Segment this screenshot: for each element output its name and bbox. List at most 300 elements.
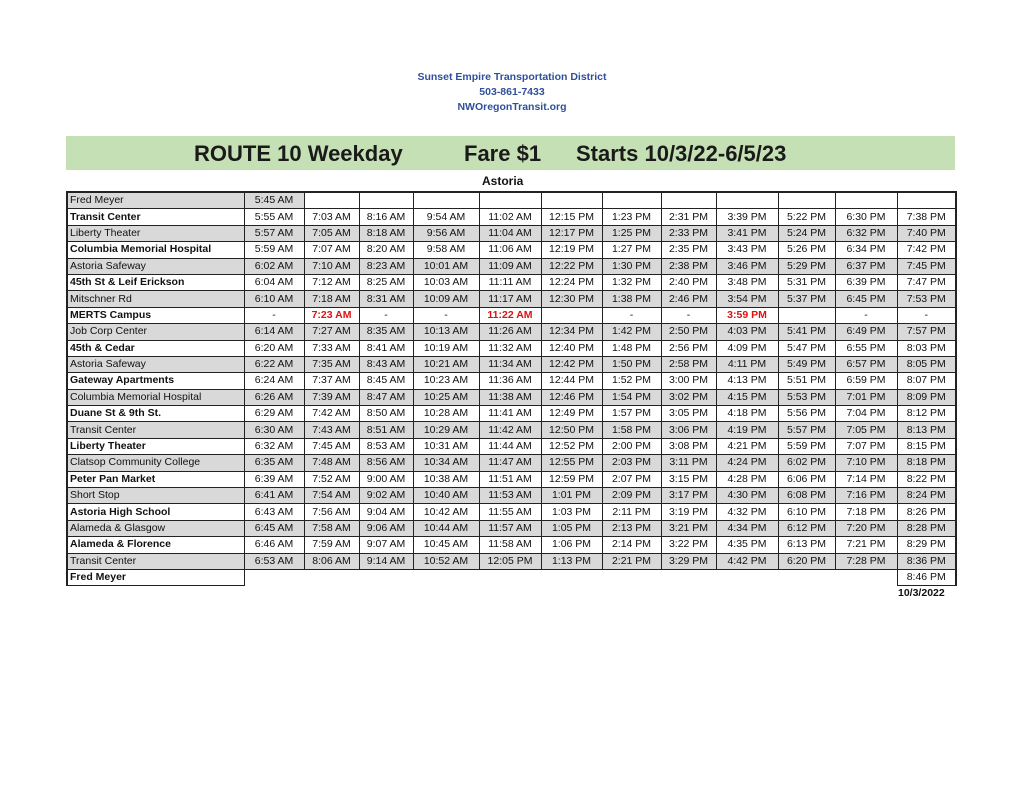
time-cell: 4:03 PM	[716, 324, 778, 340]
time-cell: 4:11 PM	[716, 356, 778, 372]
time-cell: 8:12 PM	[897, 406, 956, 422]
time-cell: 3:06 PM	[661, 422, 716, 438]
time-cell: 10:21 AM	[413, 356, 479, 372]
time-cell: 11:38 AM	[479, 389, 541, 405]
schedule-row	[67, 225, 956, 241]
time-cell: 6:04 AM	[244, 274, 304, 290]
time-cell: 6:29 AM	[244, 406, 304, 422]
time-cell: 7:07 AM	[304, 242, 359, 258]
time-cell: 1:50 PM	[602, 356, 661, 372]
schedule-row	[67, 520, 956, 536]
time-cell: 7:45 AM	[304, 438, 359, 454]
time-cell: 8:07 PM	[897, 373, 956, 389]
time-cell	[778, 307, 835, 323]
time-cell	[661, 192, 716, 209]
schedule-row	[67, 356, 956, 372]
time-cell: 3:48 PM	[716, 274, 778, 290]
time-cell	[479, 569, 541, 585]
schedule-row	[67, 340, 956, 356]
time-cell: 5:57 PM	[778, 422, 835, 438]
schedule-row	[67, 422, 956, 438]
stop-name: Astoria Safeway	[67, 258, 244, 274]
time-cell	[716, 569, 778, 585]
time-cell: 7:28 PM	[835, 553, 897, 569]
time-cell: 5:49 PM	[778, 356, 835, 372]
stop-name: Transit Center	[67, 553, 244, 569]
time-cell: 6:37 PM	[835, 258, 897, 274]
stop-name: Transit Center	[67, 422, 244, 438]
time-cell: 2:11 PM	[602, 504, 661, 520]
stop-name: Astoria Safeway	[67, 356, 244, 372]
time-cell: 1:27 PM	[602, 242, 661, 258]
time-cell: 6:10 PM	[778, 504, 835, 520]
time-cell: 9:02 AM	[359, 488, 413, 504]
time-cell: 11:04 AM	[479, 225, 541, 241]
time-cell: 5:53 PM	[778, 389, 835, 405]
time-cell: 2:56 PM	[661, 340, 716, 356]
time-cell: 12:15 PM	[541, 209, 602, 225]
time-cell: 6:39 AM	[244, 471, 304, 487]
time-cell: 8:06 AM	[304, 553, 359, 569]
time-cell: 3:39 PM	[716, 209, 778, 225]
time-cell: 11:26 AM	[479, 324, 541, 340]
schedule-row	[67, 553, 956, 569]
time-cell	[541, 569, 602, 585]
time-cell: 7:04 PM	[835, 406, 897, 422]
schedule-row	[67, 488, 956, 504]
time-cell: 6:45 AM	[244, 520, 304, 536]
time-cell: 1:42 PM	[602, 324, 661, 340]
time-cell: 7:54 AM	[304, 488, 359, 504]
time-cell: 7:23 AM	[304, 307, 359, 323]
stop-name: Alameda & Glasgow	[67, 520, 244, 536]
time-cell	[541, 192, 602, 209]
stop-name: Columbia Memorial Hospital	[67, 389, 244, 405]
time-cell	[716, 192, 778, 209]
stop-name: Job Corp Center	[67, 324, 244, 340]
time-cell: 7:27 AM	[304, 324, 359, 340]
schedule-row	[67, 455, 956, 471]
time-cell: 1:48 PM	[602, 340, 661, 356]
stop-name: Liberty Theater	[67, 225, 244, 241]
time-cell: 3:02 PM	[661, 389, 716, 405]
time-cell	[778, 569, 835, 585]
time-cell: 10:44 AM	[413, 520, 479, 536]
time-cell: 4:32 PM	[716, 504, 778, 520]
time-cell: 5:59 AM	[244, 242, 304, 258]
time-cell: 12:19 PM	[541, 242, 602, 258]
time-cell: 7:42 PM	[897, 242, 956, 258]
time-cell: 8:46 PM	[897, 569, 956, 585]
time-cell: 8:22 PM	[897, 471, 956, 487]
time-cell: 7:10 AM	[304, 258, 359, 274]
time-cell: 11:47 AM	[479, 455, 541, 471]
time-cell: 9:04 AM	[359, 504, 413, 520]
time-cell: 11:09 AM	[479, 258, 541, 274]
time-cell: -	[897, 307, 956, 323]
time-cell: 4:34 PM	[716, 520, 778, 536]
time-cell: 6:02 PM	[778, 455, 835, 471]
time-cell: -	[359, 307, 413, 323]
time-cell: 2:38 PM	[661, 258, 716, 274]
schedule-table	[66, 191, 957, 586]
schedule-row	[67, 324, 956, 340]
time-cell: 1:52 PM	[602, 373, 661, 389]
time-cell: 7:40 PM	[897, 225, 956, 241]
stop-name: Fred Meyer	[67, 192, 244, 209]
time-cell	[897, 192, 956, 209]
time-cell: 4:15 PM	[716, 389, 778, 405]
time-cell: 12:52 PM	[541, 438, 602, 454]
time-cell: 6:45 PM	[835, 291, 897, 307]
time-cell	[661, 569, 716, 585]
time-cell: 8:36 PM	[897, 553, 956, 569]
time-cell: 12:59 PM	[541, 471, 602, 487]
time-cell: 3:19 PM	[661, 504, 716, 520]
time-cell: 7:20 PM	[835, 520, 897, 536]
time-cell: 1:06 PM	[541, 537, 602, 553]
time-cell: 2:35 PM	[661, 242, 716, 258]
time-cell: 12:55 PM	[541, 455, 602, 471]
time-cell: 7:59 AM	[304, 537, 359, 553]
time-cell: 3:43 PM	[716, 242, 778, 258]
time-cell: 5:51 PM	[778, 373, 835, 389]
time-cell: 6:30 AM	[244, 422, 304, 438]
stop-name: Alameda & Florence	[67, 537, 244, 553]
time-cell: 12:49 PM	[541, 406, 602, 422]
time-cell: 9:14 AM	[359, 553, 413, 569]
time-cell: 8:20 AM	[359, 242, 413, 258]
time-cell: 10:13 AM	[413, 324, 479, 340]
time-cell: 2:58 PM	[661, 356, 716, 372]
time-cell: 10:25 AM	[413, 389, 479, 405]
time-cell: 9:06 AM	[359, 520, 413, 536]
time-cell: 5:24 PM	[778, 225, 835, 241]
time-cell: 6:13 PM	[778, 537, 835, 553]
time-cell: 9:07 AM	[359, 537, 413, 553]
time-cell	[413, 569, 479, 585]
time-cell: 8:56 AM	[359, 455, 413, 471]
time-cell: 7:48 AM	[304, 455, 359, 471]
stop-name: Columbia Memorial Hospital	[67, 242, 244, 258]
time-cell: 4:35 PM	[716, 537, 778, 553]
time-cell: 12:34 PM	[541, 324, 602, 340]
fare-label: Fare $1	[464, 141, 542, 166]
time-cell: 3:17 PM	[661, 488, 716, 504]
time-cell: 1:38 PM	[602, 291, 661, 307]
time-cell: 12:46 PM	[541, 389, 602, 405]
time-cell: 7:12 AM	[304, 274, 359, 290]
time-cell: 6:06 PM	[778, 471, 835, 487]
time-cell: 8:24 PM	[897, 488, 956, 504]
time-cell: 2:31 PM	[661, 209, 716, 225]
time-cell: 5:31 PM	[778, 274, 835, 290]
time-cell: 11:58 AM	[479, 537, 541, 553]
time-cell: 8:50 AM	[359, 406, 413, 422]
time-cell: 10:40 AM	[413, 488, 479, 504]
time-cell: 7:33 AM	[304, 340, 359, 356]
stop-name: Astoria High School	[67, 504, 244, 520]
time-cell: 1:32 PM	[602, 274, 661, 290]
time-cell: -	[413, 307, 479, 323]
time-cell: 7:37 AM	[304, 373, 359, 389]
time-cell: 12:42 PM	[541, 356, 602, 372]
time-cell: 8:13 PM	[897, 422, 956, 438]
time-cell: 6:39 PM	[835, 274, 897, 290]
time-cell: 7:10 PM	[835, 455, 897, 471]
time-cell	[778, 192, 835, 209]
time-cell: 6:59 PM	[835, 373, 897, 389]
time-cell: 2:09 PM	[602, 488, 661, 504]
time-cell: 3:29 PM	[661, 553, 716, 569]
time-cell: 5:45 AM	[244, 192, 304, 209]
time-cell: 11:53 AM	[479, 488, 541, 504]
time-cell	[602, 192, 661, 209]
time-cell: 7:03 AM	[304, 209, 359, 225]
time-cell: 8:18 AM	[359, 225, 413, 241]
time-cell	[835, 569, 897, 585]
time-cell: 1:01 PM	[541, 488, 602, 504]
agency-website: NWOregonTransit.org	[457, 101, 567, 113]
time-cell: 6:14 AM	[244, 324, 304, 340]
time-cell	[359, 192, 413, 209]
time-cell: 8:28 PM	[897, 520, 956, 536]
time-cell: 5:55 AM	[244, 209, 304, 225]
time-cell: 2:40 PM	[661, 274, 716, 290]
time-cell: 11:44 AM	[479, 438, 541, 454]
time-cell: 8:45 AM	[359, 373, 413, 389]
time-cell: 6:57 PM	[835, 356, 897, 372]
time-cell: 11:34 AM	[479, 356, 541, 372]
time-cell: 7:05 AM	[304, 225, 359, 241]
schedule-row	[67, 258, 956, 274]
time-cell: 9:56 AM	[413, 225, 479, 241]
time-cell: 10:29 AM	[413, 422, 479, 438]
time-cell: 11:42 AM	[479, 422, 541, 438]
schedule-row	[67, 471, 956, 487]
stop-name: MERTS Campus	[67, 307, 244, 323]
time-cell: 12:22 PM	[541, 258, 602, 274]
time-cell: 12:17 PM	[541, 225, 602, 241]
revision-date: 10/3/2022	[898, 587, 945, 599]
time-cell: 7:47 PM	[897, 274, 956, 290]
time-cell: 5:59 PM	[778, 438, 835, 454]
time-cell: 1:30 PM	[602, 258, 661, 274]
time-cell: 7:14 PM	[835, 471, 897, 487]
time-cell: 8:05 PM	[897, 356, 956, 372]
time-cell: 7:01 PM	[835, 389, 897, 405]
time-cell: 7:53 PM	[897, 291, 956, 307]
time-cell: 8:47 AM	[359, 389, 413, 405]
time-cell: 9:58 AM	[413, 242, 479, 258]
time-cell	[835, 192, 897, 209]
schedule-row	[67, 307, 956, 323]
time-cell: 7:16 PM	[835, 488, 897, 504]
time-cell: 8:09 PM	[897, 389, 956, 405]
time-cell: 7:18 PM	[835, 504, 897, 520]
time-cell: 5:57 AM	[244, 225, 304, 241]
time-cell: 8:31 AM	[359, 291, 413, 307]
time-cell: 6:35 AM	[244, 455, 304, 471]
time-cell: 7:05 PM	[835, 422, 897, 438]
time-cell: 8:29 PM	[897, 537, 956, 553]
time-cell: 10:09 AM	[413, 291, 479, 307]
time-cell: 11:32 AM	[479, 340, 541, 356]
time-cell: 6:20 AM	[244, 340, 304, 356]
time-cell: 6:24 AM	[244, 373, 304, 389]
time-cell: 10:01 AM	[413, 258, 479, 274]
time-cell: 6:34 PM	[835, 242, 897, 258]
time-cell	[359, 569, 413, 585]
time-cell: 6:12 PM	[778, 520, 835, 536]
time-cell: 8:25 AM	[359, 274, 413, 290]
time-cell: 1:57 PM	[602, 406, 661, 422]
time-cell: 10:42 AM	[413, 504, 479, 520]
time-cell: 6:41 AM	[244, 488, 304, 504]
agency-name: Sunset Empire Transportation District	[417, 71, 607, 83]
time-cell: 1:25 PM	[602, 225, 661, 241]
time-cell: 2:14 PM	[602, 537, 661, 553]
schedule-row	[67, 242, 956, 258]
time-cell	[413, 192, 479, 209]
stop-name: Gateway Apartments	[67, 373, 244, 389]
time-cell: 10:31 AM	[413, 438, 479, 454]
time-cell: 12:24 PM	[541, 274, 602, 290]
time-cell: 1:05 PM	[541, 520, 602, 536]
stop-name: Transit Center	[67, 209, 244, 225]
time-cell: 12:40 PM	[541, 340, 602, 356]
stop-name: Fred Meyer	[67, 569, 244, 585]
time-cell: -	[661, 307, 716, 323]
schedule-row	[67, 389, 956, 405]
schedule-row	[67, 406, 956, 422]
time-cell: 1:58 PM	[602, 422, 661, 438]
agency-phone: 503-861-7433	[479, 86, 545, 98]
time-cell: 11:55 AM	[479, 504, 541, 520]
time-cell: 12:50 PM	[541, 422, 602, 438]
time-cell: 5:37 PM	[778, 291, 835, 307]
time-cell: 6:49 PM	[835, 324, 897, 340]
stop-name: Mitschner Rd	[67, 291, 244, 307]
time-cell: 11:02 AM	[479, 209, 541, 225]
time-cell: 3:54 PM	[716, 291, 778, 307]
time-cell: 7:52 AM	[304, 471, 359, 487]
time-cell: 11:06 AM	[479, 242, 541, 258]
time-cell: 3:21 PM	[661, 520, 716, 536]
time-cell: 10:34 AM	[413, 455, 479, 471]
time-cell: 12:05 PM	[479, 553, 541, 569]
time-cell: 5:47 PM	[778, 340, 835, 356]
time-cell: 12:30 PM	[541, 291, 602, 307]
stop-name: Duane St & 9th St.	[67, 406, 244, 422]
time-cell: 10:45 AM	[413, 537, 479, 553]
time-cell: 6:55 PM	[835, 340, 897, 356]
time-cell: 4:19 PM	[716, 422, 778, 438]
time-cell: 10:23 AM	[413, 373, 479, 389]
time-cell: 8:16 AM	[359, 209, 413, 225]
time-cell: 4:13 PM	[716, 373, 778, 389]
schedule-row	[67, 291, 956, 307]
stop-name: Liberty Theater	[67, 438, 244, 454]
time-cell: 4:42 PM	[716, 553, 778, 569]
time-cell: 5:29 PM	[778, 258, 835, 274]
time-cell: -	[602, 307, 661, 323]
time-cell: 5:41 PM	[778, 324, 835, 340]
time-cell: -	[835, 307, 897, 323]
time-cell	[479, 192, 541, 209]
time-cell: 8:51 AM	[359, 422, 413, 438]
stop-name: Clatsop Community College	[67, 455, 244, 471]
date-range: Starts 10/3/22-6/5/23	[576, 141, 787, 166]
schedule-row	[67, 504, 956, 520]
time-cell: 8:15 PM	[897, 438, 956, 454]
time-cell: 6:43 AM	[244, 504, 304, 520]
time-cell: 2:13 PM	[602, 520, 661, 536]
time-cell: 1:54 PM	[602, 389, 661, 405]
time-cell: 2:07 PM	[602, 471, 661, 487]
schedule-row	[67, 373, 956, 389]
stop-name: 45th St & Leif Erickson	[67, 274, 244, 290]
time-cell: 10:03 AM	[413, 274, 479, 290]
schedule-row	[67, 274, 956, 290]
agency-header	[0, 70, 1024, 115]
time-cell: 5:56 PM	[778, 406, 835, 422]
time-cell: 4:09 PM	[716, 340, 778, 356]
time-cell	[541, 307, 602, 323]
time-cell: 5:22 PM	[778, 209, 835, 225]
time-cell: 7:35 AM	[304, 356, 359, 372]
city-label: Astoria	[482, 174, 524, 188]
time-cell: 8:03 PM	[897, 340, 956, 356]
time-cell: 4:30 PM	[716, 488, 778, 504]
route-title: ROUTE 10 Weekday	[194, 141, 403, 166]
time-cell: 8:43 AM	[359, 356, 413, 372]
time-cell: 6:26 AM	[244, 389, 304, 405]
time-cell: 7:38 PM	[897, 209, 956, 225]
time-cell: 10:19 AM	[413, 340, 479, 356]
time-cell: 1:13 PM	[541, 553, 602, 569]
time-cell: 10:52 AM	[413, 553, 479, 569]
time-cell: 11:22 AM	[479, 307, 541, 323]
time-cell: 3:46 PM	[716, 258, 778, 274]
time-cell: 2:21 PM	[602, 553, 661, 569]
time-cell: 6:32 AM	[244, 438, 304, 454]
stop-name: 45th & Cedar	[67, 340, 244, 356]
time-cell: 11:36 AM	[479, 373, 541, 389]
time-cell: 11:11 AM	[479, 274, 541, 290]
time-cell: 8:41 AM	[359, 340, 413, 356]
time-cell: 2:33 PM	[661, 225, 716, 241]
time-cell	[244, 569, 304, 585]
time-cell: 5:26 PM	[778, 242, 835, 258]
time-cell: 9:54 AM	[413, 209, 479, 225]
time-cell: 6:02 AM	[244, 258, 304, 274]
time-cell: 7:56 AM	[304, 504, 359, 520]
time-cell: 2:03 PM	[602, 455, 661, 471]
time-cell: 2:50 PM	[661, 324, 716, 340]
time-cell	[304, 569, 359, 585]
time-cell: 6:22 AM	[244, 356, 304, 372]
time-cell	[602, 569, 661, 585]
time-cell: 3:41 PM	[716, 225, 778, 241]
schedule-row	[67, 569, 956, 585]
time-cell: 7:57 PM	[897, 324, 956, 340]
time-cell: 3:15 PM	[661, 471, 716, 487]
time-cell: 11:17 AM	[479, 291, 541, 307]
time-cell: 10:28 AM	[413, 406, 479, 422]
stop-name: Short Stop	[67, 488, 244, 504]
time-cell: 6:20 PM	[778, 553, 835, 569]
